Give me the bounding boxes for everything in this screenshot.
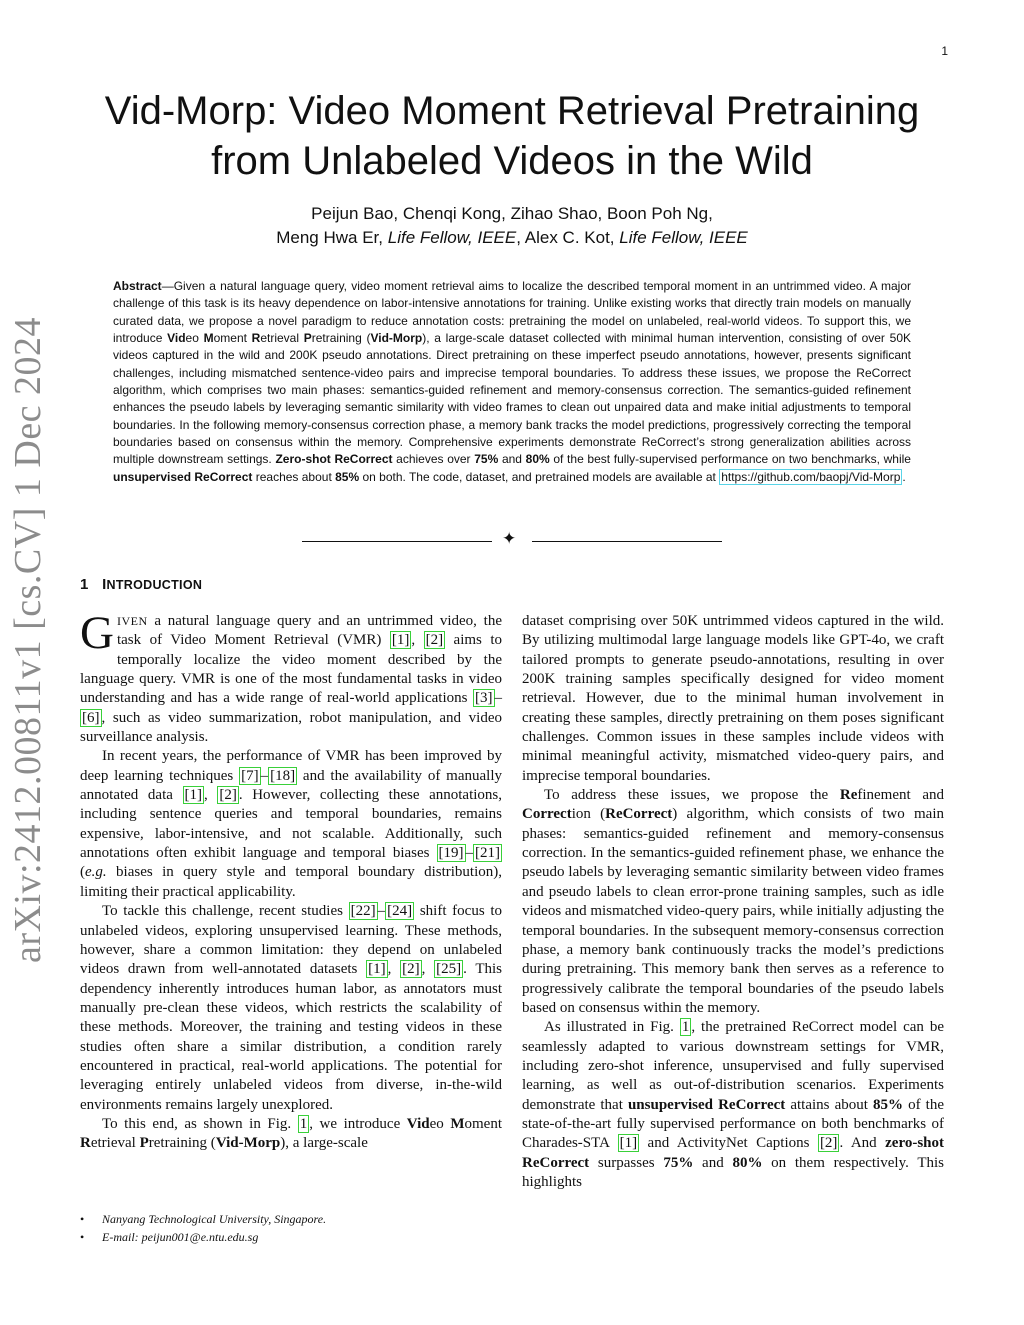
- section-title-rest: NTRODUCTION: [106, 578, 203, 592]
- abstract-text: ), a large-scale dataset collected with minimal human intervention, consisting of over 50K videos captured in the wild and 200K pseudo annotations. Direct pretraining on these imperfect pseudo annotations, however, presents significant challenges, including mismatched sentence-video pairs and imprecise temporal boundaries. To address these issues, we propose the ReCorrect algorithm, which comprises two main phases: semantics-guided refinement and memory-consensus correction. The semantics-guided refinement enhances the pseudo labels by leveraging semantic similarity with video frames to clean out unpaired data and make initial adjustments to temporal boundaries. In the following memory-consensus correction phase, a memory bank tracks the model predictions, progressively correcting the temporal boundaries based on consensus within the memory. Comprehensive experiments demonstrate ReCorrect’s strong generalization abilities across multiple downstream settings.: [113, 331, 911, 467]
- authors-line-1: Peijun Bao, Chenqi Kong, Zihao Shao, Boon Poh Ng,: [311, 204, 713, 223]
- body-text: and ActivityNet Captions: [639, 1135, 818, 1152]
- footnote-email: • E-mail: peijun001@e.ntu.edu.sg: [80, 1228, 502, 1246]
- body-text: on them respectively. This highlights: [522, 1154, 944, 1190]
- body-text: etrieval: [90, 1135, 140, 1152]
- intro-paragraph-1: [80, 607, 503, 747]
- abstract-text: eo: [185, 331, 204, 346]
- abstract-bold-unsup: unsupervised ReCorrect: [113, 469, 253, 484]
- intro-paragraph-4-cont: dataset comprising over 50K untrimmed videos captured in the wild. By utilizing multimodal large language models like GPT-4o, we craft tailored prompts to generate pseudo-annotations, resulting in over 200K training samples specifically designed for video moment retrieval. However, due to the minimal human involvement in creating these samples, directly pretraining on them poses significant challenges. Common issues in these samples include videos with minimal meaningful activity, mismatched video-query pairs, and imprecise temporal boundaries.: [522, 613, 944, 784]
- abstract-bold-85: 85%: [335, 469, 360, 484]
- citation-link[interactable]: [3]: [475, 690, 493, 707]
- body-text: and the availability of manually annotated data: [80, 767, 502, 804]
- citation-link[interactable]: [7]: [241, 767, 259, 784]
- abstract-text: of the best fully-supervised performance on two benchmarks, while: [549, 452, 911, 467]
- section-separator: [302, 529, 722, 552]
- bold-text: Vid: [406, 1115, 430, 1132]
- body-text: (: [80, 864, 85, 881]
- body-text: retraining (: [148, 1135, 216, 1152]
- page-number: 1: [941, 44, 948, 58]
- body-text: ,: [387, 961, 401, 978]
- abstract-paragraph: [113, 278, 911, 486]
- body-text: To address these issues, we propose the: [544, 787, 840, 804]
- separator-rule-right: [532, 541, 722, 542]
- bold-text: 85%: [873, 1096, 903, 1113]
- paper-title: [90, 86, 934, 186]
- citation-link[interactable]: [6]: [82, 709, 100, 726]
- abstract-text: —Given a natural language query, video moment retrieval aims to localize the described temporal moment in an untrimmed video. A major challenge of this task is its heavy dependence on labor-intensive annotations for training. Unlike existing works that directly train models on manually curated data, we propose a novel paradigm to reduce annotation costs: pretraining the model on unlabeled, real-world videos. To support this, we introduce: [113, 279, 911, 346]
- small-caps-text: IVEN: [116, 614, 148, 628]
- citation-link[interactable]: [1]: [184, 787, 202, 804]
- title-line-2: from Unlabeled Videos in the Wild: [211, 139, 813, 183]
- section-heading-introduction: [80, 576, 202, 593]
- bold-text: R: [80, 1135, 91, 1152]
- citation-link[interactable]: [22]: [350, 903, 376, 920]
- bold-text: zero-shot ReCorrect: [522, 1135, 944, 1171]
- drop-cap: G: [80, 607, 114, 659]
- author-kot: , Alex C. Kot,: [516, 228, 615, 247]
- figure-link[interactable]: 1: [681, 1019, 690, 1036]
- citation-link[interactable]: [1]: [619, 1135, 638, 1152]
- author-er: Meng Hwa Er,: [276, 228, 383, 247]
- abstract-bold-r: R: [251, 331, 261, 346]
- body-text: of the state-of-the-art fully supervised performance on both benchmarks of Charades-STA: [522, 1096, 944, 1152]
- abstract-text: oment: [213, 331, 252, 346]
- separator-rule-left: [302, 541, 492, 542]
- citation-link[interactable]: [2]: [819, 1135, 838, 1152]
- separator-diamond-icon: ✦: [502, 529, 517, 548]
- abstract-bold-75: 75%: [474, 452, 499, 467]
- body-text: , such as video summarization, robot manipulation, and video surveillance analysis.: [80, 709, 502, 746]
- author-list: [90, 202, 934, 250]
- body-text: –: [465, 845, 473, 862]
- citation-link[interactable]: [19]: [438, 845, 464, 862]
- title-line-1: Vid-Morp: Video Moment Retrieval Pretraining: [104, 89, 920, 133]
- body-text: shift focus to unlabeled videos, exploring unsupervised learning. These methods, however, share a common limitation: they depend on unlabeled videos drawn from well-annotated datasets: [80, 903, 502, 978]
- abstract-bold-80: 80%: [525, 452, 550, 467]
- body-text: . And: [839, 1135, 886, 1152]
- body-text: a natural language query and an untrimmed video, the task of Video Moment Retrieval (VMR): [116, 613, 502, 649]
- bold-text: Correct: [522, 806, 572, 823]
- citation-link[interactable]: [21]: [475, 845, 500, 862]
- citation-link[interactable]: [2]: [219, 787, 237, 804]
- figure-link[interactable]: 1: [299, 1115, 308, 1132]
- section-number: 1: [80, 576, 89, 593]
- body-text: and: [693, 1154, 733, 1171]
- github-link[interactable]: https://github.com/baopj/Vid-Morp: [721, 469, 901, 484]
- abstract-bold-p: P: [303, 331, 312, 346]
- body-text: oment: [464, 1115, 502, 1132]
- body-text: ion (: [571, 806, 606, 823]
- citation-link[interactable]: [1]: [391, 632, 410, 649]
- body-text: biases in query style and temporal boundary distribution), limiting their practical applicability.: [80, 864, 502, 900]
- bold-text: 80%: [732, 1154, 763, 1171]
- body-text: . This dependency inherently introduces human labor, as annotators must manually pre-clean these videos, which restricts the scalability of these methods. Moreover, the training and testing videos in these studies often share a similar distribution, a condition rarely encountered in practical, real-world applications. The potential for leveraging entirely unlabeled videos from diverse, in-the-wild environments remains largely unexplored.: [80, 961, 503, 1113]
- intro-paragraph-2: [80, 747, 502, 902]
- intro-paragraph-3: [80, 902, 502, 1115]
- bold-text: Vid-Morp: [215, 1135, 281, 1152]
- body-text: –: [377, 903, 386, 920]
- body-text: –: [494, 690, 502, 707]
- abstract-bold-zeroshot: Zero-shot ReCorrect: [275, 452, 393, 467]
- body-text: eo: [429, 1115, 451, 1132]
- abstract-bold-vid: Vid: [167, 331, 186, 346]
- bold-text: ReCorrect: [605, 806, 673, 823]
- body-text: To tackle this challenge, recent studies: [102, 903, 349, 920]
- abstract-bold-m: M: [203, 331, 214, 346]
- body-text: , the pretrained ReCorrect model can be seamlessly adapted to various downstream settings for VMR, including zero-shot inference, unsupervised and fully supervised learning, as well as out-of-distribution scenarios. Experiments demonstrate that: [522, 1019, 944, 1113]
- body-text: finement and: [857, 787, 944, 804]
- abstract-text: etrieval: [260, 331, 304, 346]
- abstract-text: .: [902, 469, 906, 484]
- body-text: To this end, as shown in Fig.: [102, 1115, 298, 1132]
- abstract-text: reaches about: [252, 469, 336, 484]
- authors-line-2: [90, 226, 934, 250]
- section-first-letter: I: [102, 576, 107, 593]
- abstract-text: on both. The code, dataset, and pretrained models are available at: [359, 469, 720, 484]
- body-text: surpasses: [589, 1154, 664, 1171]
- arxiv-stamp-text: arXiv:2412.00811v1 [cs.CV] 1 Dec 2024: [7, 316, 49, 964]
- bold-text: unsupervised ReCorrect: [627, 1096, 786, 1113]
- citation-link[interactable]: [1]: [368, 961, 386, 978]
- citation-link[interactable]: [25]: [436, 961, 462, 978]
- body-text: . However, collecting these annotations, including sentence queries and temporal boundaries, remains expensive, labor-intensive, and not scalable. Additionally, such annotations often exhibit language and temporal biases: [80, 787, 503, 862]
- body-text: ,: [411, 632, 424, 649]
- citation-link[interactable]: [2]: [402, 961, 420, 978]
- abstract: [113, 278, 911, 486]
- intro-paragraph-5: [522, 786, 944, 1018]
- author-er-title: Life Fellow, IEEE: [387, 228, 517, 247]
- bold-text: Re: [839, 787, 858, 804]
- body-text: aims to temporally localize the video moment described by the language query. VMR is one of the most fundamental tasks in video understanding and has a wide range of real-world applications: [80, 632, 503, 707]
- citation-link[interactable]: [24]: [387, 903, 413, 920]
- body-text: –: [260, 767, 269, 784]
- right-column: [522, 612, 944, 1192]
- body-text: In recent years, the performance of VMR has been improved by deep learning techniques: [80, 748, 502, 784]
- intro-paragraph-4: [80, 1115, 502, 1154]
- footnotes: [80, 1210, 502, 1246]
- citation-link[interactable]: [2]: [425, 632, 444, 649]
- bold-text: M: [450, 1115, 465, 1132]
- abstract-label: Abstract: [113, 279, 162, 293]
- footnote-affiliation: • Nanyang Technological University, Singapore.: [80, 1210, 502, 1228]
- bold-text: P: [139, 1135, 149, 1152]
- italic-text: e.g.: [85, 864, 107, 881]
- abstract-bold-vidmorp: Vid-Morp: [370, 331, 423, 346]
- body-text: attains about: [785, 1096, 873, 1113]
- citation-link[interactable]: [18]: [270, 767, 296, 784]
- body-text: ), a large-scale: [280, 1135, 368, 1152]
- left-column: [80, 607, 503, 1154]
- body-text: , we introduce: [309, 1115, 407, 1132]
- body-text: ) algorithm, which consists of two main phases: semantics-guided refinement and memory-consensus correction. In the semantics-guided refinement phase, we enhance the pseudo labels by leveraging semantic similarity between video frames and pseudo labels to clean error-prone training samples, such as idle videos and mismatched video-query pairs, while initially adjusting the temporal boundaries. In the subsequent memory-consensus correction phase, a memory bank continuously tracks the model’s predictions during pretraining. This memory bank then serves as a reference to progressively calibrate the temporal boundaries of the pseudo labels based on consensus within the memory.: [522, 806, 945, 1016]
- abstract-text: and: [498, 452, 526, 467]
- body-text: As illustrated in Fig.: [544, 1019, 680, 1036]
- body-text: ,: [421, 961, 435, 978]
- body-text: ,: [204, 787, 218, 804]
- abstract-text: retraining (: [311, 331, 371, 346]
- abstract-text: achieves over: [392, 452, 475, 467]
- bold-text: 75%: [663, 1154, 694, 1171]
- author-kot-title: Life Fellow, IEEE: [619, 228, 748, 247]
- intro-paragraph-6: [522, 1018, 944, 1192]
